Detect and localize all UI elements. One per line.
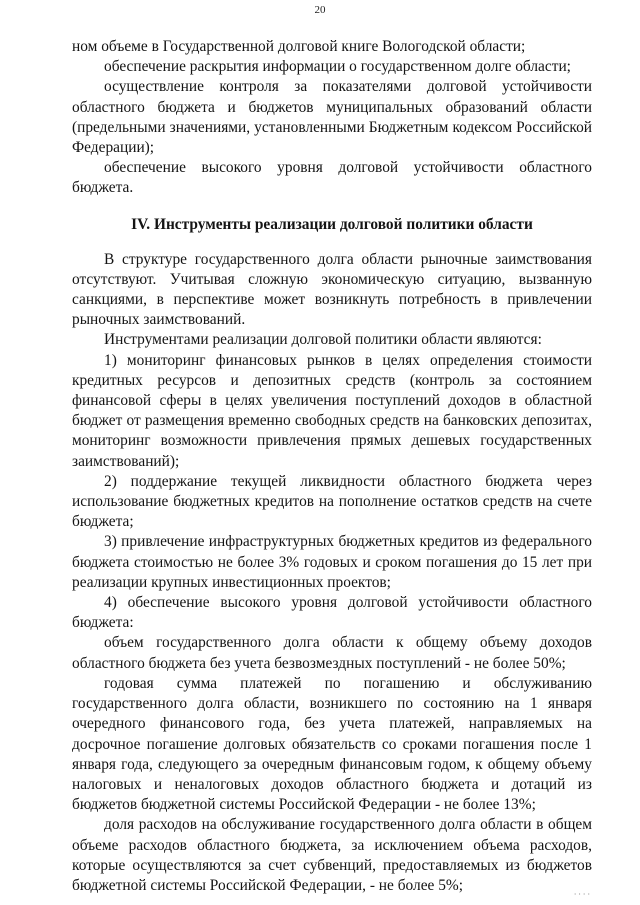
paragraph: 2) поддержание текущей ликвидности областного бюджета через использование бюджетных кредитов на пополнение остатков средств на счете бюджета; bbox=[72, 472, 592, 531]
paragraph: осуществление контроля за показателями долговой устойчивости областного бюджета и бюджетов муниципальных образований области (предельными значениями, установленными Бюджетным кодексом Российской Федерации); bbox=[72, 78, 592, 157]
scan-artifact: ···· bbox=[573, 890, 592, 899]
paragraph: В структуре государственного долга области рыночные заимствования отсутствуют. Учитывая сложную экономическую ситуацию, вызванную санкциями, в перспективе может возникнуть потребность в привлечении рыночных заимствований. bbox=[72, 250, 592, 329]
paragraph: доля расходов на обслуживание государственного долга области в общем объеме расходов областного бюджета, за исключением объема расходов, которые осуществляются за счет субвенций, предоставляемых из бюджетов бюджетной системы Российской Федерации, - не более 5%; bbox=[72, 816, 592, 894]
paragraph: ном объеме в Государственной долговой книге Вологодской области; bbox=[72, 38, 526, 55]
paragraph: объем государственного долга области к общему объему доходов областного бюджета без учета безвозмездных поступлений - не более 50%; bbox=[72, 634, 592, 672]
document-body bbox=[72, 37, 592, 896]
paragraph: обеспечение высокого уровня долговой устойчивости областного бюджета. bbox=[72, 159, 592, 197]
page-number: 20 bbox=[314, 4, 326, 16]
paragraph: Инструментами реализации долговой политики области являются: bbox=[104, 331, 542, 349]
section-heading: IV. Инструменты реализации долговой политики области bbox=[131, 215, 533, 233]
paragraph: 1) мониторинг финансовых рынков в целях определения стоимости кредитных ресурсов и депозитных средств (контроль за состоянием финансовой сферы в целях увеличения поступлений доходов в областной бюджет от размещения временно свободных средств на банковских депозитах, мониторинг возможности привлечения прямых дешевых государственных заимствований); bbox=[72, 351, 592, 470]
paragraph: обеспечение раскрытия информации о государственном долге области; bbox=[104, 58, 571, 76]
paragraph: 4) обеспечение высокого уровня долговой устойчивости областного бюджета: bbox=[72, 594, 592, 632]
paragraph: годовая сумма платежей по погашению и обслуживанию государственного долга области, возникшего по состоянию на 1 января очередного финансового года, без учета платежей, направляемых на досрочное погашение долговых обязательств со сроками погашения после 1 января года, следующего за очередным финансовым годом, к общему объему налоговых и неналоговых доходов областного бюджета и дотаций из бюджетов бюджетной системы Российской Федерации - не более 13%; bbox=[72, 674, 592, 814]
paragraph: 3) привлечение инфраструктурных бюджетных кредитов из федерального бюджета стоимостью не более 3% годовых и сроком погашения до 15 лет при реализации крупных инвестиционных проектов; bbox=[72, 533, 592, 591]
